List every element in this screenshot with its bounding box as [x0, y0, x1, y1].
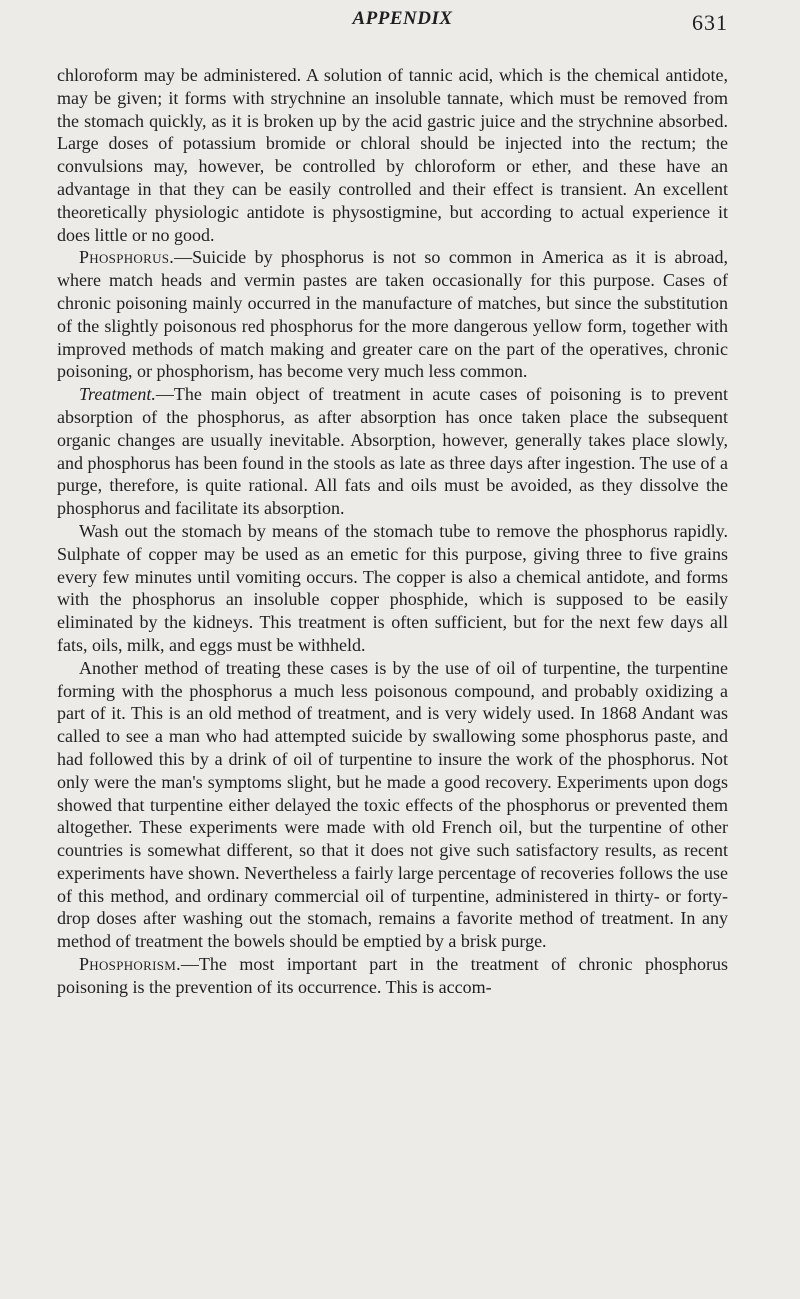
paragraph-text: —The main object of treatment in acute cases of poisoning is to prevent absorption of the phosphorus, as after absorption has once taken place the subsequent organic changes are usually inevitable. Absorption, however, generally takes place slowly, and phosphorus has been found in the stools as late as three days after ingestion. The use of a purge, therefore, is quite rational. All fats and oils must be avoided, as they dissolve the phosphorus and facilitate its absorption. [57, 384, 729, 519]
paragraph-treatment [57, 383, 728, 520]
running-title: APPENDIX [352, 8, 453, 29]
paragraph-turpentine [57, 657, 728, 953]
section-heading-phosphorism: Phosphorism. [79, 954, 181, 975]
paragraph-text: —Suicide by phosphorus is not so common in America as it is abroad, where match heads and vermin pastes are taken occasionally for this purpose. Cases of chronic poisoning mainly occurred in the manufacture of matches, but since the substitution of the slightly poisonous red phosphorus for the more dangerous yellow form, together with improved methods of match making and greater care on the part of the operatives, chronic poisoning, or phosphorism, has become very much less common. [57, 247, 728, 382]
paragraph-text: chloroform may be administered. A solution of tannic acid, which is the chemical antidote, may be given; it forms with strychnine an insoluble tannate, which must be removed from the stomach quickly, as it is broken up by the acid gastric juice and the strychnine absorbed. Large doses of potassium bromide or chloral should be injected into the rectum; the convulsions may, however, be controlled by chloroform or ether, and these have an advantage in that they can be easily controlled and their effect is transient. An excellent theoretically physiologic antidote is physostigmine, but according to actual experience it does little or no good. [57, 65, 728, 245]
paragraph-phosphorism [57, 953, 728, 999]
section-heading-treatment: Treatment. [79, 384, 156, 405]
paragraph-text: Wash out the stomach by means of the stomach tube to remove the phosphorus rapidly. Sulphate of copper may be used as an emetic for this purpose, giving three to five grains every few minutes until vomiting occurs. The copper is also a chemical antidote, and forms with the phosphorus an insoluble copper phosphide, which is supposed to be easily eliminated by the kidneys. This treatment is often sufficient, but for the next few days all fats, oils, milk, and eggs must be withheld. [57, 520, 728, 655]
page-number: 631 [692, 10, 728, 35]
paragraph-text: Another method of treating these cases is by the use of oil of turpentine, the turpentine forming with the phosphorus a much less poisonous compound, and probably oxidizing a part of it. This is an old method of treatment, and is very widely used. In 1868 Andant was called to see a man who had attempted suicide by swallowing some phosphorus paste, and had followed this by a drink of oil of turpentine to insure the work of the phosphorus. Not only were the man's symptoms slight, but he made a good recovery. Experiments upon dogs showed that turpentine either delayed the toxic effects of the phosphorus or prevented them altogether. These experiments were made with old French oil, but the turpentine of other countries is somewhat different, so that it does not give such satisfactory results, as recent experiments have shown. Nevertheless a fairly large percentage of recoveries follows the use of this method, and ordinary commercial oil of turpentine, administered in thirty- or forty-drop doses after washing out the stomach, remains a favorite method of treatment. In any method of treatment the bowels should be emptied by a brisk purge. [57, 657, 728, 952]
section-heading-phosphorus: Phosphorus. [79, 247, 175, 268]
body-text [57, 64, 728, 999]
paragraph-stomach-wash [57, 520, 728, 657]
paragraph-text: —The most important part in the treatment of chronic phosphorus poisoning is the prevention of its occurrence. This is accom- [57, 954, 728, 997]
running-header [57, 0, 728, 64]
paragraph-phosphorus [57, 246, 728, 383]
paragraph-strychnine-continued [57, 64, 728, 246]
